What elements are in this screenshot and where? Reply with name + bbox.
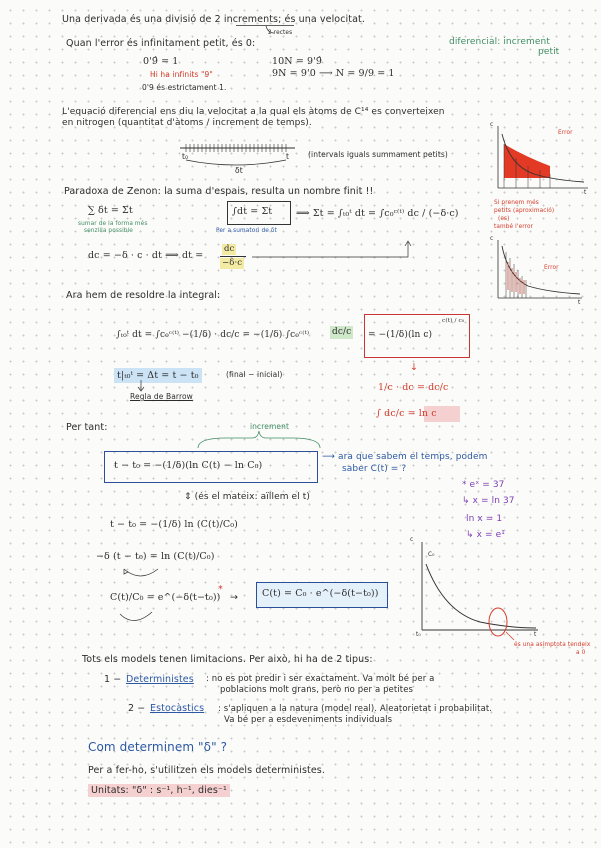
eq-barrow-note: (final − inicial) [226,370,283,379]
link-arrow [250,240,414,260]
det-text-2: poblacions molt grans, però no per a petites [220,685,414,695]
eq-integral-2: ∫ₜ₀ᵗ dt = ∫c₀ᶜ⁽ᵗ⁾ −(1/δ) · dc/c = −(1/δ) ∫c₀ᶜ⁽ᵗ⁾ [116,330,310,340]
line-equacio: L'equació diferencial ens diu la velocitat a la qual els àtoms de C¹⁴ es converteixen [62,107,445,117]
line-fer-ho: Per a fer-ho, s'utilitzen els models deterministes. [88,765,325,776]
purple-1: * eˣ = 37 [462,480,505,490]
fig2-axis-c: c [490,236,494,242]
blue-small-note: Per a sumatori de δt [216,228,277,234]
line-unitats: Unitats: "δ" : s⁻¹, h⁻¹, dies⁻¹ [88,784,230,797]
red-side-3: (es) [498,216,510,222]
purple-2: ↳ x = ln 37 [462,496,515,506]
question-delta: Com determinem "δ" ? [88,740,228,754]
brace-increment [196,430,322,450]
timeline-dt: δt [235,166,243,175]
decay-figure-2 [494,240,584,300]
fig1-axis-c: c [490,122,494,128]
eq-sum: ∑ δt = Σt [88,205,133,216]
red-note-infinits: Hi ha infinits "9" [150,70,213,79]
eq-integral-2-highlight: dc/c [332,327,352,337]
eq-integral-2-box: = −(1/δ)(ln c) [368,330,433,340]
det-text-1: : no es pot predir i ser exactament. Va molt bé per a [206,674,435,684]
eq-a: t − t₀ = −(1/δ) ln (C(t)/C₀) [110,519,238,530]
fig3-c0: C₀ [428,552,435,558]
fig1-error-label: Error [558,130,573,136]
purple-3: ln x = 1 [466,514,503,524]
arrow-to-final: → [230,592,239,603]
eq-same: ⇕ (és el mateix: aïllem el t) [184,492,310,502]
red-side-4: també l'error [494,224,534,230]
increment-label: increment [250,422,290,431]
timeline-t: t [286,152,290,161]
line-zenon: Paradoxa de Zenon: la suma d'espais, resulta un nombre finit !! [64,186,374,197]
frac-bar [220,256,246,257]
line-estrictament: 0'9 és estrictament 1. [142,83,227,92]
eq-integral-2-limits: c(t) / c₀ [442,318,465,324]
line-error: Quan l'error és infinitament petit, és 0: [66,38,256,49]
det-number: 1 − [104,674,122,685]
eq-final: C(t) = C₀ · e^(−δ(t−t₀)) [262,588,379,599]
fig3-red-2: a 0 [576,650,586,656]
est-text-2: Va bé per a esdeveniments individuals [224,715,393,725]
green-small-1: sumar de la forma més [78,221,148,227]
timeline-note: (intervals iguals summament petits) [308,150,448,159]
est-text-1: : s'apliquen a la natura (model real). Aleatorietat i probabilitat. [218,704,493,714]
est-number: 2 − [128,703,146,714]
curve-arrow-1 [122,565,162,581]
fig3-t0: t₀ [416,632,421,638]
barrow-label: Regla de Barrow [130,392,193,401]
fig1-axis-t: t [584,190,587,196]
line-models: Tots els models tenen limitacions. Per això, hi ha de 2 tipus: [82,654,373,665]
fig3-red-1: és una asímptota tendeix [514,642,591,648]
est-title: Estocàstics [150,703,205,714]
red-arrow-down: ↓ [410,362,419,373]
eq-10n: 10N = 9'9̂ [272,56,323,67]
red-side-2: petits (aproximació) [494,208,555,214]
eq-c: C(t)/C₀ = e^(−δ(t−t₀)) [110,592,221,603]
purple-4: ↳ x = e¹ [466,530,505,540]
timeline-t0: t₀ [182,152,189,161]
eq-box-integral: ∫dt = Σt [232,206,273,217]
eq-right-2-a: ∫ dc/c = ln c [376,408,437,419]
decay-figure-1 [494,126,590,192]
line-derivada: Una derivada és una divisió de 2 increments; és una velocitat. [62,14,365,25]
red-asterisk: * [218,584,223,595]
fig3-t: t [534,632,537,638]
line-per-tant: Per tant: [66,422,108,433]
eq-main: t − t₀ = −(1/δ)(ln C(t) − ln C₀) [114,460,263,471]
blue-note-1: ⟶ ara que sabem el temps, podem [322,452,488,462]
eq-dc: dc = −δ · c · dt ⟹ dt = [88,250,204,261]
eq-right-1: 1/c · dc = dc/c [378,382,449,393]
eq-integral-1: ⟹ Σt = ∫ₜ₀ᵗ dt = ∫c₀ᶜ⁽ᵗ⁾ dc / (−δ·c) [296,208,459,219]
red-side-1: Si prenem més [494,200,539,206]
fig2-error-label: Error [544,265,559,271]
det-title: Deterministes [126,674,194,685]
line-nitrogen: en nitrogen (quantitat d'àtoms / increment de temps). [62,118,312,128]
blue-note-2: saber C(t) = ? [342,464,407,474]
eq-barrow: t|ₜ₀ᵗ = Δt = t − t₀ [114,368,202,383]
green-note-diferencial: diferencial: increment [449,37,550,47]
eq-9n: 9N = 9'0 ⟶ N = 9/9 = 1 [272,68,395,79]
arrow-down-barrow [136,380,148,392]
fig3-axis-c: c [410,537,414,543]
curve-arrow-2 [118,610,158,626]
eq-dc-frac-den: −δ·c [222,258,243,268]
eq-0-9: 0'9̂ = 1 [143,56,179,67]
fig2-axis-t: t [578,300,581,306]
green-small-2: senzilla possible [84,228,133,234]
note-2-rectes: 2 rectes [268,30,293,36]
green-note-petit: petit [538,47,560,57]
eq-dc-frac-num: dc [224,244,235,254]
eq-b: −δ (t − t₀) = ln (C(t)/C₀) [96,551,215,562]
line-resoldre: Ara hem de resoldre la integral: [66,290,221,301]
